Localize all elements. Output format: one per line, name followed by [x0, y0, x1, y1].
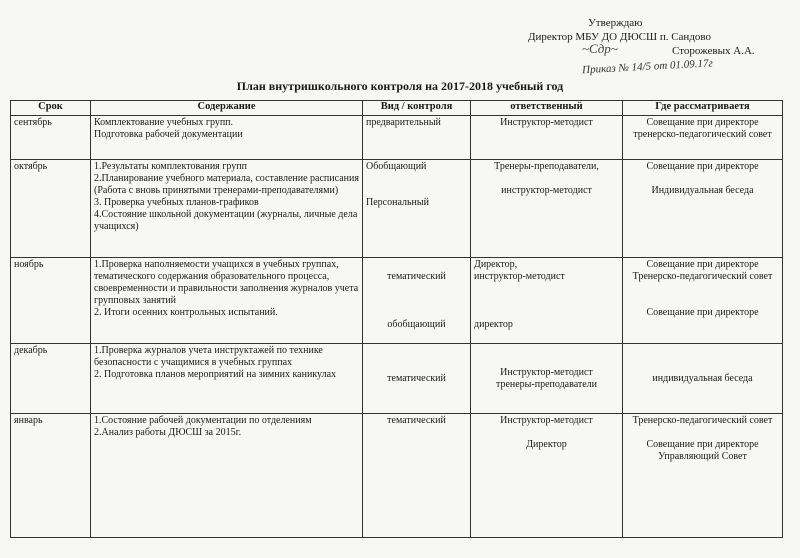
control-plan-table	[10, 100, 783, 538]
cell-type: предварительный	[363, 116, 471, 160]
cell-review: индивидуальная беседа	[623, 344, 783, 414]
table-header-row	[11, 101, 783, 116]
cell-responsible: Директор, инструктор-методист директор	[471, 258, 623, 344]
header-term: Срок	[11, 101, 91, 116]
cell-term: ноябрь	[11, 258, 91, 344]
cell-review: Тренерско-педагогический совет Совещание при директоре Управляющий Совет	[623, 414, 783, 538]
approval-position: Директор МБУ ДО ДЮСШ п. Сандово	[528, 31, 712, 43]
table-row	[11, 414, 783, 538]
cell-content: Комплектование учебных групп. Подготовка рабочей документации	[91, 116, 363, 160]
approval-block	[520, 16, 780, 77]
cell-term: сентябрь	[11, 116, 91, 160]
table-row	[11, 160, 783, 258]
header-review: Где рассматриваетя	[623, 101, 783, 116]
cell-term: январь	[11, 414, 91, 538]
cell-review: Совещание при директоре Тренерско-педагогический совет Совещание при директоре	[623, 258, 783, 344]
header-responsible: ответственный	[471, 101, 623, 116]
cell-type: Обобщающий Персональный	[363, 160, 471, 258]
approval-name: Сторожевых А.А.	[672, 45, 755, 57]
cell-review: Совещание при директоре Индивидуальная беседа	[623, 160, 783, 258]
cell-responsible: Инструктор-методист тренеры-преподаватели	[471, 344, 623, 414]
table-row	[11, 116, 783, 160]
cell-content: 1.Состояние рабочей документации по отделениям 2.Анализ работы ДЮСШ за 2015г.	[91, 414, 363, 538]
approval-heading: Утверждаю	[588, 17, 643, 29]
order-handwritten: Приказ № 14/5 от 01.09.17г	[581, 57, 714, 77]
cell-term: декабрь	[11, 344, 91, 414]
cell-responsible: Инструктор-методист Директор	[471, 414, 623, 538]
signature: ~Сдр~	[582, 41, 618, 56]
cell-content: 1.Проверка наполняемости учащихся в учебных группах, тематического содержания образовательного процесса, своевременности и правильности заполнения журналов учета групповых занятий 2. Итоги осенних контрольных испытаний.	[91, 258, 363, 344]
table-row	[11, 258, 783, 344]
cell-term: октябрь	[11, 160, 91, 258]
cell-type: тематический	[363, 344, 471, 414]
cell-content: 1.Проверка журналов учета инструктажей по технике безопасности с учащимися в учебных группах 2. Подготовка планов мероприятий на зимних каникулах	[91, 344, 363, 414]
cell-responsible: Тренеры-преподаватели, инструктор-методист	[471, 160, 623, 258]
header-type: Вид / контроля	[363, 101, 471, 116]
page-title: План внутришкольного контроля на 2017-2018 учебный год	[236, 79, 564, 93]
cell-content: 1.Результаты комплектования групп 2.Планирование учебного материала, составление расписания (Работа с вновь принятыми тренерами-преподавателями) 3. Проверка учебных планов-графиков 4.Состояние школьной документации (журналы, личные дела учащихся)	[91, 160, 363, 258]
table-row	[11, 344, 783, 414]
cell-responsible: Инструктор-методист	[471, 116, 623, 160]
cell-review: Совещание при директоре тренерско-педагогический совет	[623, 116, 783, 160]
header-content: Содержание	[91, 101, 363, 116]
cell-type: тематический обобщающий	[363, 258, 471, 344]
cell-type: тематический	[363, 414, 471, 538]
